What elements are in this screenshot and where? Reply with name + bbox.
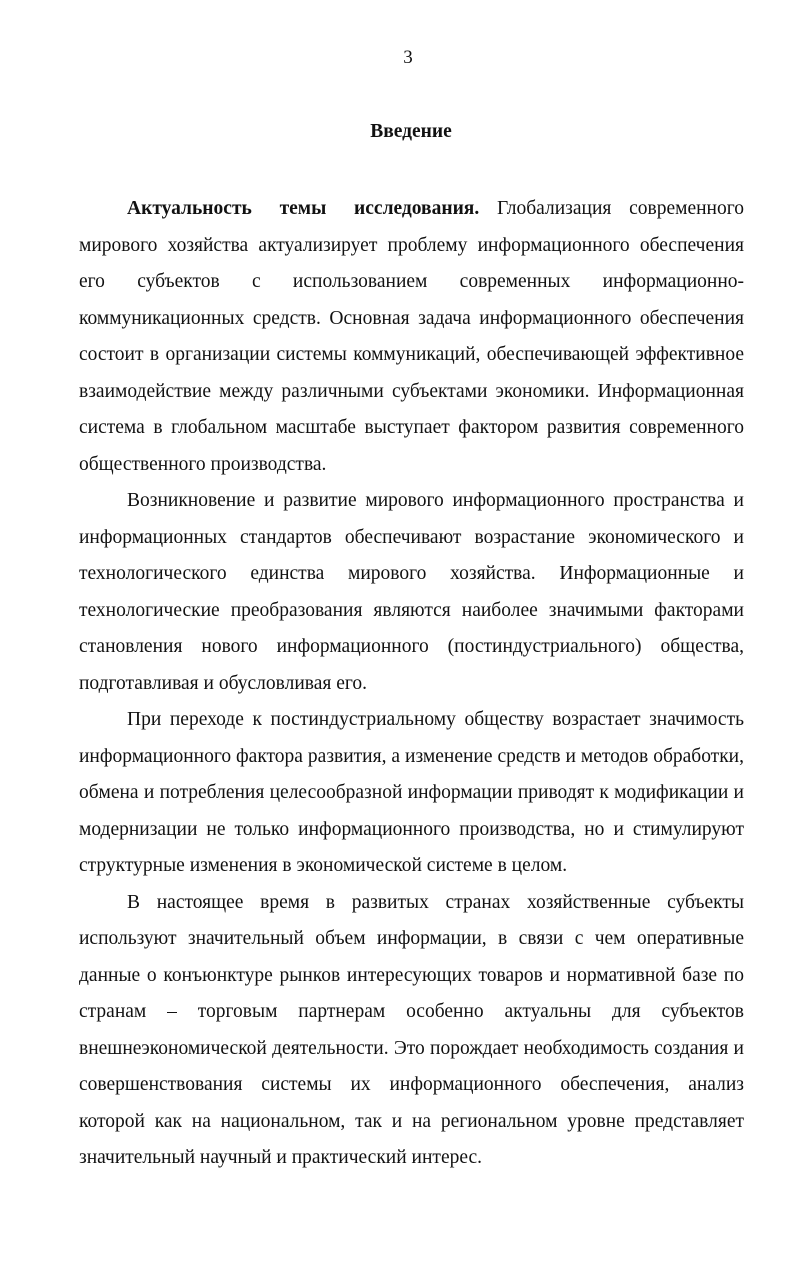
paragraph-postindustrial: При переходе к постиндустриальному обществу возрастает значимость информационного фактора развития, а изменение средств и методов обработки, обмена и потребления целесообразной информации приводят к модификации и модернизации не только информационного производства, но и стимулируют структурные изменения в экономической системе в целом. xyxy=(79,709,744,876)
body-text xyxy=(79,191,744,1177)
section-heading: Введение xyxy=(370,121,452,142)
paragraph-information-space: Возникновение и развитие мирового информационного пространства и информационных стандартов обеспечивают возрастание экономического и технологического единства мирового хозяйства. Информационные и технологические преобразования являются наиболее значимыми факторами становления нового информационного (постиндустриального) общества, подготавливая и обусловливая его. xyxy=(79,490,744,694)
paragraph-lead: Актуальность темы исследования. xyxy=(127,198,480,219)
paragraph-relevance xyxy=(79,191,744,483)
page-number: 3 xyxy=(403,47,413,68)
paragraph-text: Глобализация современного мирового хозяйства актуализирует проблему информационного обеспечения его субъектов с использованием современных информационно-коммуникационных средств. Основная задача информационного обеспечения состоит в организации системы коммуникаций, обеспечивающей эффективное взаимодействие между различными субъектами экономики. Информационная система в глобальном масштабе выступает фактором развития современного общественного производства. xyxy=(79,198,744,475)
paragraph-current-state: В настоящее время в развитых странах хозяйственные субъекты используют значительный объем информации, в связи с чем оперативные данные о конъюнктуре рынков интересующих товаров и нормативной базе по странам – торговым партнерам особенно актуальны для субъектов внешнеэкономической деятельности. Это порождает необходимость создания и совершенствования системы их информационного обеспечения, анализ которой как на национальном, так и на региональном уровне представляет значительный научный и практический интерес. xyxy=(79,891,744,1168)
